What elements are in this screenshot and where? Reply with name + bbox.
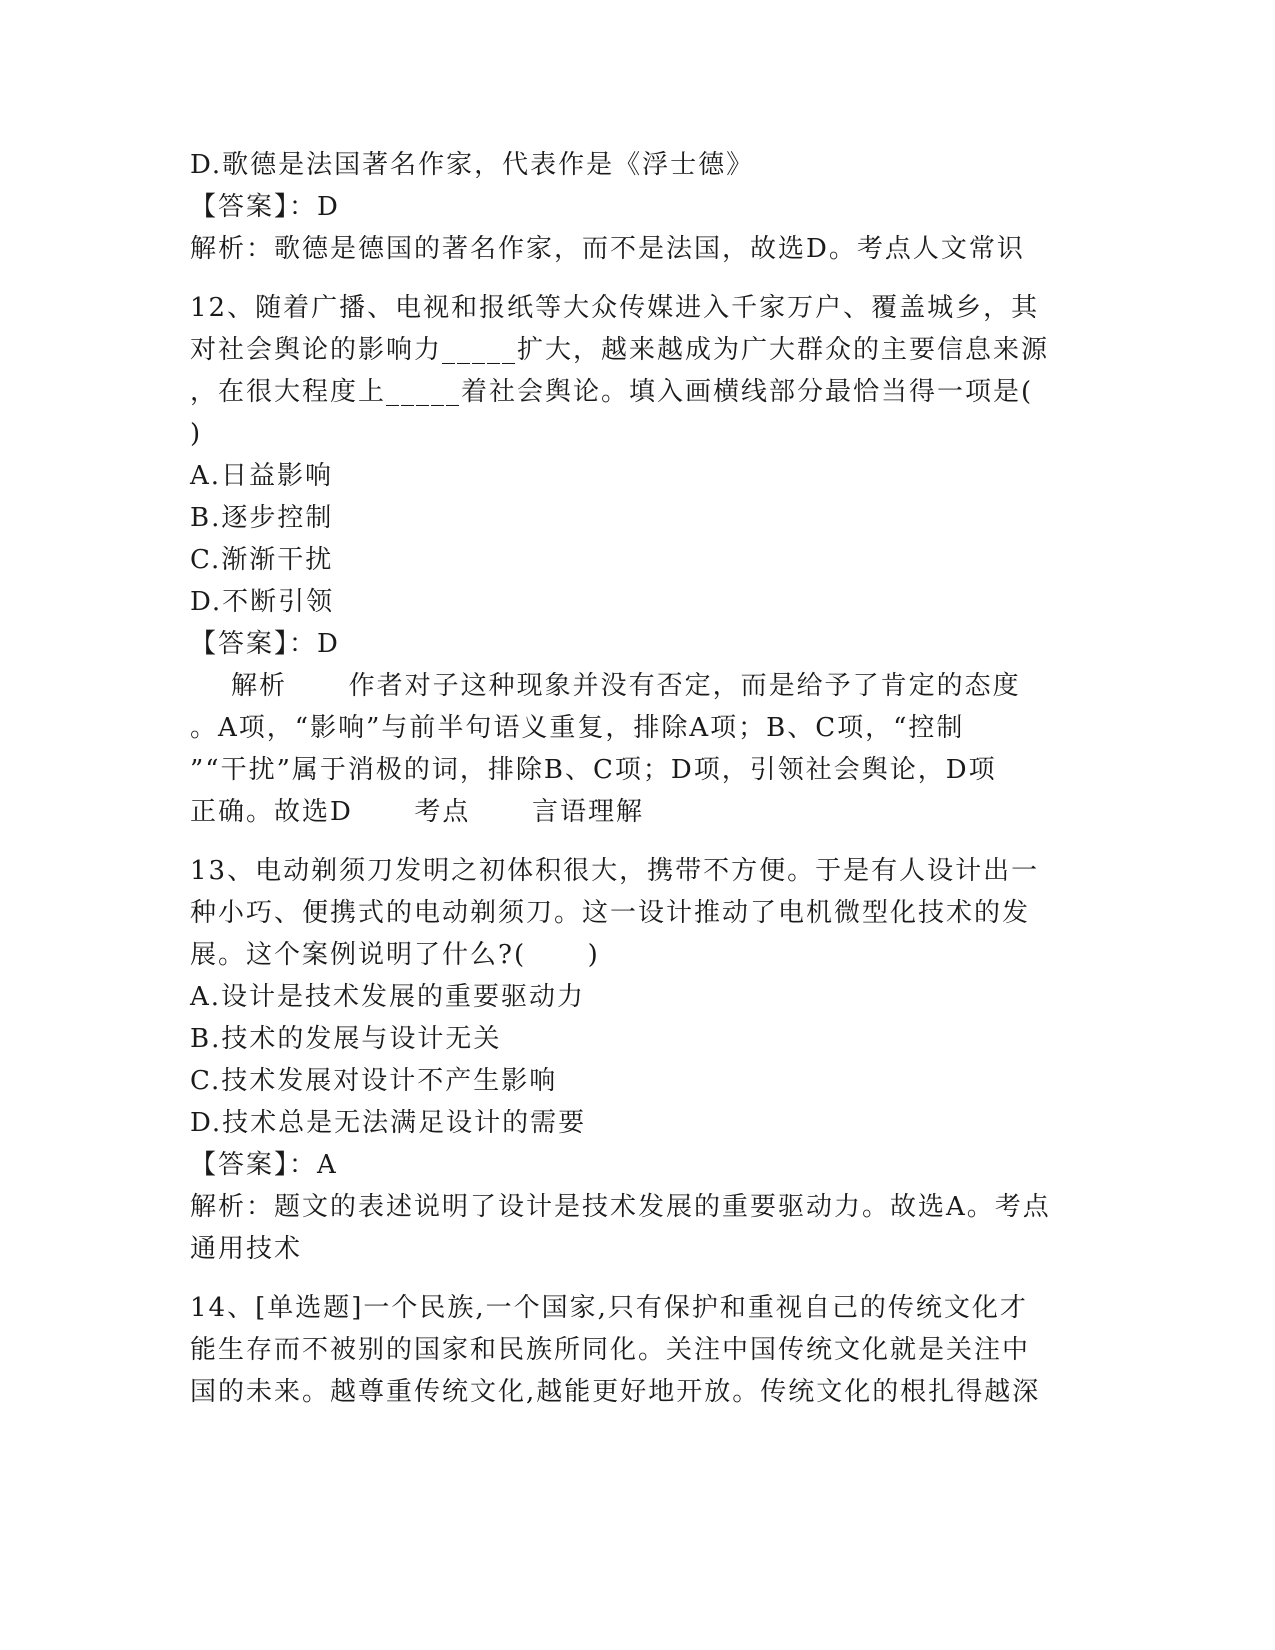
q12-stem-line-1: 12、随着广播、电视和报纸等大众传媒进入千家万户、覆盖城乡，其 xyxy=(190,293,1040,323)
q11-analysis: 解析：歌德是德国的著名作家，而不是法国，故选D。考点人文常识 xyxy=(190,234,1025,264)
q13-answer: 【答案】：A xyxy=(190,1150,338,1180)
q12-stem-line-3: ，在很大程度上_____着社会舆论。填入画横线部分最恰当得一项是( xyxy=(190,377,1034,407)
q12-analysis-line-4: 正确。故选D 考点 言语理解 xyxy=(190,797,645,827)
q13-stem-line-3: 展。这个案例说明了什么?( ) xyxy=(190,940,600,970)
q13-option-c: C.技术发展对设计不产生影响 xyxy=(190,1066,558,1096)
q12-stem-line-4: ) xyxy=(190,419,203,449)
q12-option-c: C.渐渐干扰 xyxy=(190,545,334,575)
q13-option-d: D.技术总是无法满足设计的需要 xyxy=(190,1108,587,1138)
q12-analysis-line-2: 。A项，“影响”与前半句语义重复，排除A项；B、C项，“控制 xyxy=(190,713,965,743)
q12-option-a: A.日益影响 xyxy=(190,461,334,491)
q13-stem-line-2: 种小巧、便携式的电动剃须刀。这一设计推动了电机微型化技术的发 xyxy=(190,898,1031,928)
q12-analysis-line-1: 解析 作者对子这种现象并没有否定，而是给予了肯定的态度 xyxy=(190,671,1021,701)
q13-stem-line-1: 13、电动剃须刀发明之初体积很大，携带不方便。于是有人设计出一 xyxy=(190,856,1040,886)
q11-option-d: D.歌德是法国著名作家，代表作是《浮士德》 xyxy=(190,150,755,180)
q12-answer: 【答案】：D xyxy=(190,629,340,659)
q13-analysis-line-2: 通用技术 xyxy=(190,1234,303,1264)
q14-stem-line-1: 14、[单选题]一个民族,一个国家,只有保护和重视自己的传统文化才 xyxy=(190,1293,1028,1323)
q13-option-b: B.技术的发展与设计无关 xyxy=(190,1024,502,1054)
q14-stem-line-3: 国的未来。越尊重传统文化,越能更好地开放。传统文化的根扎得越深 xyxy=(190,1377,1041,1407)
q13-analysis-line-1: 解析：题文的表述说明了设计是技术发展的重要驱动力。故选A。考点 xyxy=(190,1192,1051,1222)
q12-option-d: D.不断引领 xyxy=(190,587,335,617)
q12-stem-line-2: 对社会舆论的影响力_____扩大，越来越成为广大群众的主要信息来源 xyxy=(190,335,1050,365)
q14-stem-line-2: 能生存而不被别的国家和民族所同化。关注中国传统文化就是关注中 xyxy=(190,1335,1031,1365)
q12-option-b: B.逐步控制 xyxy=(190,503,334,533)
q13-option-a: A.设计是技术发展的重要驱动力 xyxy=(190,982,586,1012)
q11-answer: 【答案】：D xyxy=(190,192,340,222)
q12-analysis-line-3: ”“干扰”属于消极的词，排除B、C项；D项，引领社会舆论，D项 xyxy=(190,755,997,785)
